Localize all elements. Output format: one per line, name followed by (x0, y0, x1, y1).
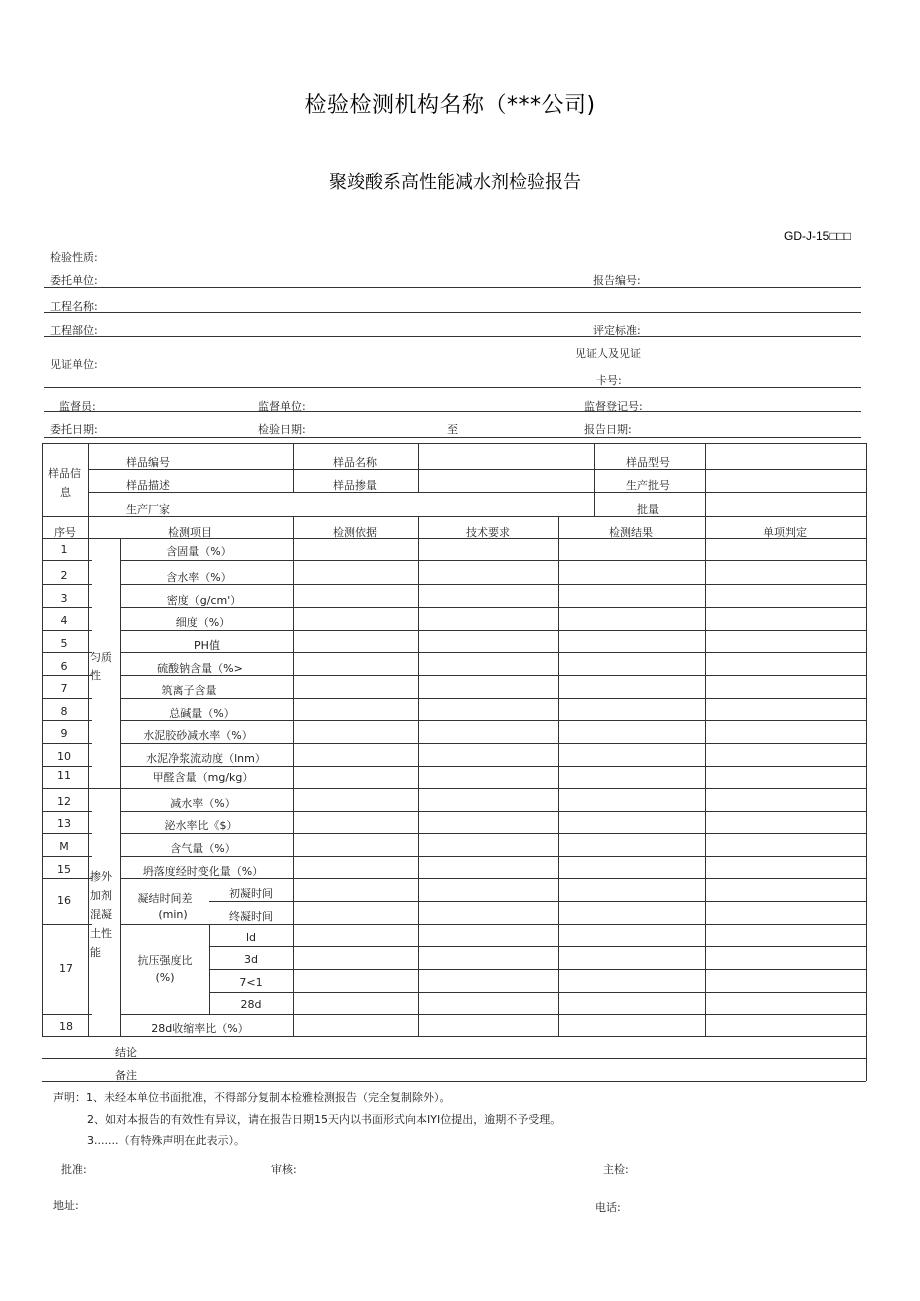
row-item: 含气量（%） (170, 842, 236, 855)
row-item: 硫酸钠含量（%> (157, 662, 243, 675)
report-title: 聚竣酸系高性能减水剂检验报告 (329, 172, 581, 193)
age-7d-label: 7<1 (239, 976, 263, 989)
inspector-label: 主检: (603, 1163, 629, 1176)
col-basis-header: 检测依据 (333, 526, 377, 539)
row-no: 7 (60, 682, 68, 695)
row-item: 密度（g/cm'） (166, 594, 242, 607)
row-item: 含固量（%） (166, 545, 232, 558)
group-concrete-5: 能 (90, 946, 101, 959)
row-no: 1 (60, 543, 68, 556)
row-no: 18 (59, 1020, 73, 1033)
project-name-label: 工程名称: (50, 300, 98, 313)
report-no-label: 报告编号: (593, 274, 641, 287)
project-part-label: 工程部位: (50, 324, 98, 337)
age-3d-label: 3d (244, 953, 258, 966)
entrust-date-label: 委托日期: (50, 423, 98, 436)
remarks-label: 备注 (115, 1069, 137, 1082)
report-date-label: 报告日期: (584, 423, 632, 436)
row-no: 15 (57, 863, 71, 876)
row-item: 28d收缩率比（%） (151, 1022, 249, 1035)
initial-setting-label: 初凝时间 (229, 887, 273, 900)
approve-label: 批准: (61, 1163, 87, 1176)
col-result-header: 检测结果 (609, 526, 653, 539)
final-setting-label: 终凝时间 (229, 910, 273, 923)
note-1: 声明：1、未经本单位书面批准，不得部分复制本检雅检测报告（完全复制除外）。 (53, 1091, 451, 1104)
row-no: 8 (60, 705, 68, 718)
row-no: 5 (60, 637, 68, 650)
row-no: 11 (57, 769, 71, 782)
supervise-unit-label: 监督单位: (258, 400, 306, 413)
group-concrete-2: 加剂 (90, 889, 112, 902)
group-concrete-4: 土性 (90, 927, 112, 940)
col-judgment-header: 单项判定 (763, 526, 807, 539)
divider (44, 287, 861, 288)
note-3: 3.......（有特殊声明在此表示）。 (87, 1134, 245, 1147)
witness-unit-label: 见证单位: (50, 358, 98, 371)
divider (44, 387, 861, 388)
org-title: 检验检测机构名称（***公司) (304, 93, 596, 118)
row-item: PH值 (194, 639, 220, 652)
row-no: 2 (60, 569, 68, 582)
row-no: M (59, 840, 69, 853)
row-item: 减水率（%） (170, 797, 236, 810)
col-item-header: 检测项目 (168, 526, 212, 539)
row-no: 10 (57, 750, 71, 763)
group-concrete-3: 混凝 (90, 908, 112, 921)
row-item: 细度（%） (175, 616, 231, 629)
sample-no-label: 样品编号 (126, 456, 170, 469)
setting-time-unit: (min) (158, 908, 188, 921)
divider (44, 312, 861, 313)
group-concrete: 掺外 (90, 870, 112, 883)
row-item: 泌水率比《$） (164, 819, 238, 832)
sample-desc-label: 样品描述 (126, 479, 170, 492)
document-code: GD-J-15□□□ (784, 229, 852, 243)
col-seq-header: 序号 (54, 526, 76, 539)
supervise-reg-label: 监督登记号: (584, 400, 643, 413)
row-item: 甲醛含量（mg/kg） (152, 771, 254, 784)
row-item: 含水率（%） (166, 571, 232, 584)
card-no-label: 卡号: (596, 374, 622, 387)
phone-label: 电话: (595, 1201, 621, 1214)
divider (44, 411, 861, 412)
row-item: 总碱量（%） (169, 707, 235, 720)
supervisor-label: 监督员: (59, 400, 96, 413)
manufacturer-label: 生产厂家 (126, 503, 170, 516)
batch-label: 批量 (637, 503, 659, 516)
setting-time-label: 凝结时间差 (137, 892, 193, 905)
age-28d-label: 28d (240, 998, 262, 1011)
group-homogeneity: 匀质 (90, 651, 112, 664)
sample-info-label: 样品信 (48, 467, 81, 480)
row-no: 12 (57, 795, 71, 808)
compressive-ratio-unit: (%) (155, 971, 175, 984)
client-label: 委托单位: (50, 274, 98, 287)
batch-no-label: 生产批号 (626, 479, 670, 492)
witness-person-label: 见证人及见证 (575, 347, 641, 360)
conclusion-label: 结论 (115, 1046, 137, 1059)
row-item: 筑离子含量 (161, 684, 217, 697)
col-requirement-header: 技术要求 (466, 526, 510, 539)
review-label: 审核: (271, 1163, 297, 1176)
row-no: 6 (60, 660, 68, 673)
address-label: 地址: (53, 1199, 79, 1212)
age-1d-label: ld (245, 931, 257, 944)
row-no: 3 (60, 592, 68, 605)
compressive-ratio-label: 抗压强度比 (137, 954, 193, 967)
row-item: 水泥净浆流动度（lnm） (146, 752, 266, 765)
row-item: 水泥胶砂减水率（%） (143, 729, 253, 742)
standard-label: 评定标准: (593, 324, 641, 337)
row-no: 9 (60, 727, 68, 740)
inspection-nature-label: 检验性质: (50, 251, 98, 264)
sample-info-label-2: 息 (60, 486, 71, 499)
divider (44, 437, 861, 438)
note-2: 2、如对本报告的有效性有异议，请在报告日期15天内以书面形式向本IYI位提出，逾期不予受理。 (87, 1113, 562, 1126)
row-no: 13 (57, 817, 71, 830)
test-date-label: 检验日期: (258, 423, 306, 436)
sample-model-label: 样品型号 (626, 456, 670, 469)
group-homogeneity-2: 性 (90, 669, 101, 682)
sample-dosage-label: 样品掺量 (333, 479, 377, 492)
row-item: 坍落度经时变化量（%） (142, 865, 264, 878)
row-no: 17 (59, 962, 73, 975)
row-no: 16 (57, 894, 71, 907)
sample-name-label: 样品名称 (333, 456, 377, 469)
date-to-label: 至 (447, 423, 458, 436)
row-no: 4 (60, 614, 68, 627)
divider (44, 336, 861, 337)
